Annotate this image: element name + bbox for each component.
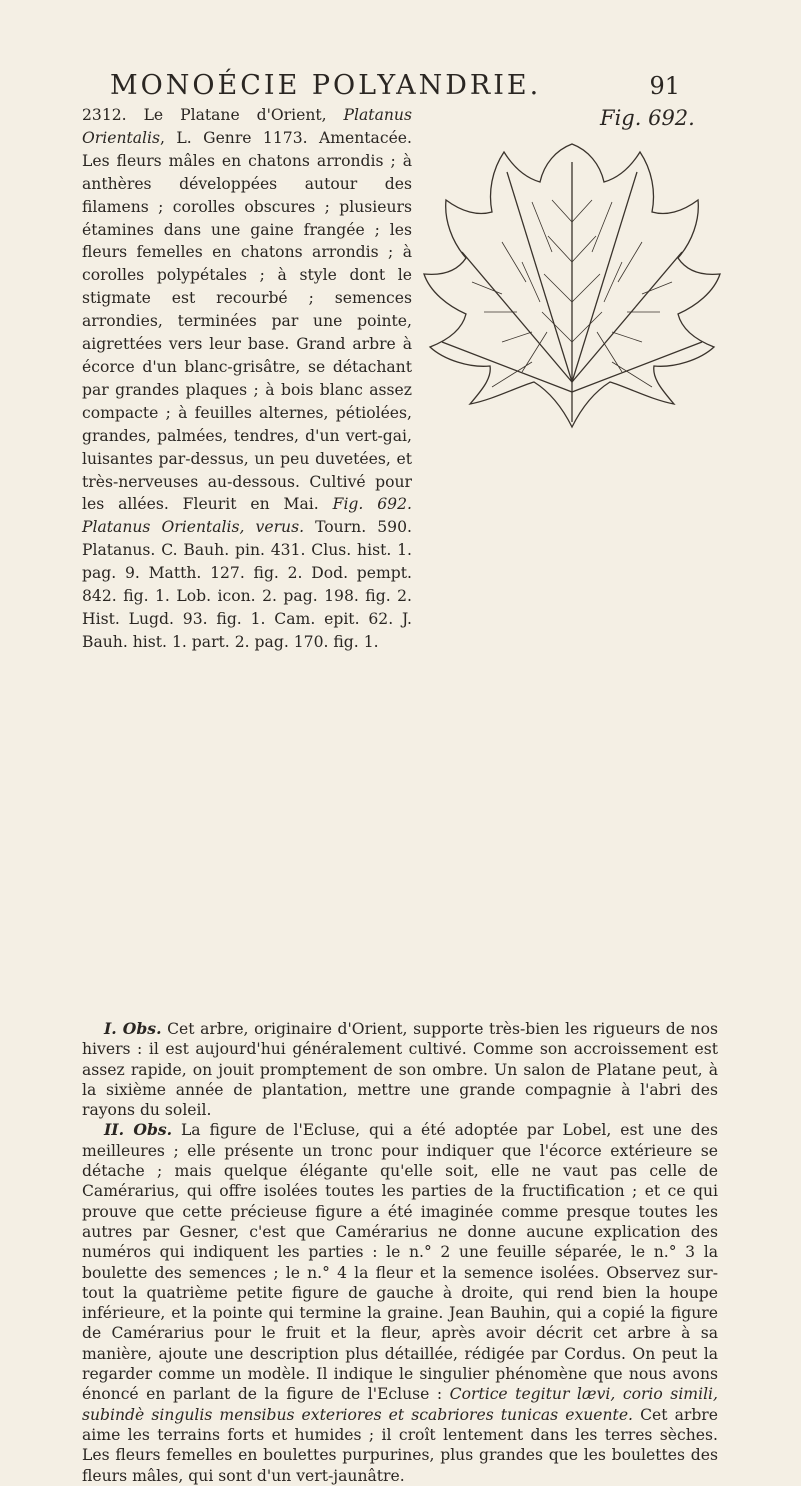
obs2-quote: Cortice tegitur lævi, corio simili, subindè singulis mensibus exteriores et scabriores tunicas exuente. xyxy=(82,1385,719,1424)
page-number: 91 xyxy=(649,72,680,100)
common-name: Le Platane d'Orient, xyxy=(143,106,327,124)
synonym-references: Tourn. 590. Platanus. C. Bauh. pin. 431. Clus. hist. 1. pag. 9. Matth. 127. fig. 2. Dod. pempt. 842. fig. 1. Lob. icon. 2. pag. 198. fig. 2. Hist. Lugd. 93. fig. 1. Cam. epit. 62. J. Bauh. hist. 1. part. 2. pag. 170. fig. 1. xyxy=(82,518,412,651)
entry-number: 2312. xyxy=(82,106,127,124)
header-title: MONOÉCIE POLYANDRIE. xyxy=(110,70,542,101)
synonym-name: Platanus Orientalis, verus. xyxy=(82,518,305,537)
obs1-label: I. Obs. xyxy=(104,1019,162,1038)
obs2-text-1: La figure de l'Ecluse, qui a été adoptée par Lobel, est une des meilleures ; elle présente un tronc pour indiquer que l'écorce extérieure se détache ; mais quelque élégante qu'elle soit, elle ne vaut pas celle de Camérarius, qui offre isolées toutes les parties de la fructification ; et ce qui prouve que cette précieuse figure a été imaginée comme presque toutes les autres par Gesner, c'est que Camérarius ne donne aucune explication des numéros qui indiquent les parties : le n.° 2 une feuille séparée, le n.° 3 la boulette des semences ; le n.° 4 la fleur et la semence isolées. Observez sur-tout la quatrième petite figure de gauche à droite, qui rend bien la houpe inférieure, et la pointe qui termine la graine. Jean Bauhin, qui a copié la figure de Camérarius pour le fruit et la fleur, après avoir décrit cet arbre à sa manière, ajoute une description plus détaillée, rédigée par Cordus. On peut la regarder comme un modèle. Il indique le singulier phénomène que nous avons énoncé en parlant de la figure de l'Ecluse : xyxy=(82,1121,718,1404)
latin-name: Platanus Orientalis xyxy=(82,106,412,147)
description: Genre 1173. Amentacée. Les fleurs mâles en chatons arrondis ; à anthères développées autour des filamens ; corolles obscures ; plusieurs étamines dans une gaine frangée ; les fleurs femelles en chatons arrondis ; à corolles polypétales ; à style dont le stigmate est recourbé ; semences arrondies, terminées par une pointe, aigrettées vers leur base. Grand arbre à écorce d'un blanc-grisâtre, se détachant par grandes plaques ; à bois blanc assez compacte ; à feuilles alternes, pétiolées, grandes, palmées, tendres, d'un vert-gai, luisantes par-dessus, un peu duvetées, et très-nerveuses au-dessous. Cultivé pour les allées. Fleurit en Mai. xyxy=(82,128,412,514)
observation-1 xyxy=(82,1019,718,1120)
author-abbrev: , L. xyxy=(160,128,192,147)
observations xyxy=(82,1019,718,1486)
running-header xyxy=(110,70,680,101)
obs2-label: II. Obs. xyxy=(104,1120,173,1140)
obs2-text-2: Cet arbre aime les terrains forts et humides ; il croît lentement dans les terres sèches. Les fleurs femelles en boulettes purpurines, plus grandes que les boulettes des fleurs mâles, qui sont d'un vert-jaunâtre. xyxy=(82,1405,718,1485)
entry-2312 xyxy=(82,104,412,654)
plane-leaf-icon xyxy=(422,142,722,442)
obs1-text: Cet arbre, originaire d'Orient, supporte très-bien les rigueurs de nos hivers : il est aujourd'hui généralement cultivé. Comme son accroissement est assez rapide, on jouit promptement de son ombre. Un salon de Platane peut, à la sixième année de plantation, mettre une grande compagnie à l'abri des rayons du soleil. xyxy=(82,1020,718,1120)
figure-label: Fig. 692. xyxy=(600,106,695,130)
observation-2 xyxy=(82,1120,718,1485)
figure-reference: Fig. 692. xyxy=(332,495,412,514)
plane-leaf-engraving xyxy=(422,142,722,442)
